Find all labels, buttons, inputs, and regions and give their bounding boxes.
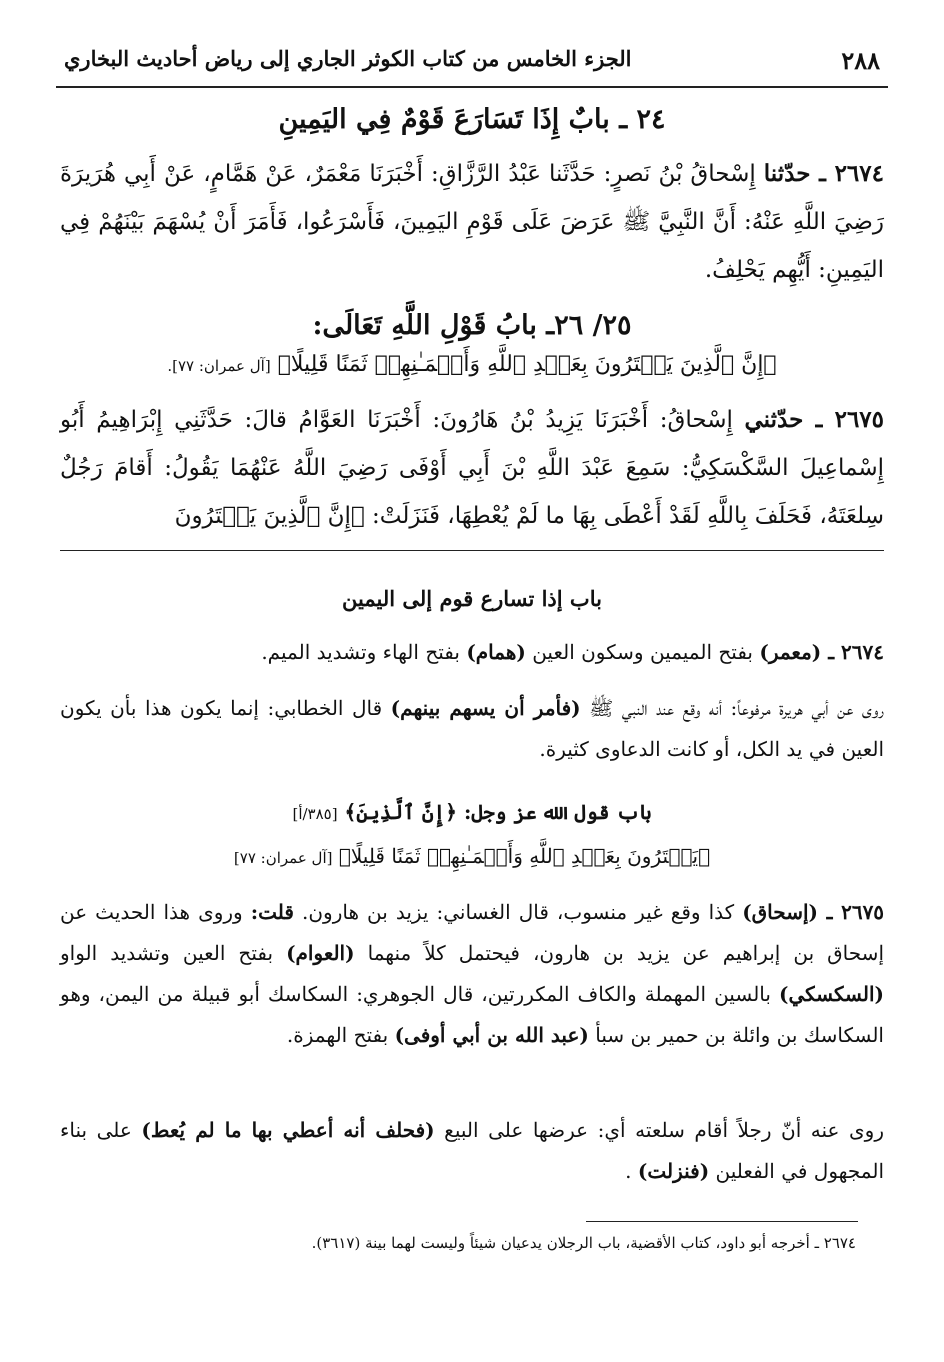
quran-text: ﴿إِنَّ ٱلَّذِينَ﴾ [344, 800, 457, 824]
commentary-text: بفتح الهاء وتشديد الميم. [261, 640, 460, 664]
commentary-text: بفتح العين وتشديد الواو [60, 941, 274, 965]
commentary-title-text: باب قول الله عز وجل: [463, 800, 652, 824]
quran-text: ﴿إِنَّ ٱلَّذِينَ يَشۡتَرُونَ بِعَهۡدِ ٱللَّهِ وَأَيۡمَـٰنِهِمۡ ثَمَنًا قَلِيلًا﴾ [277, 352, 777, 377]
commentary-title-1: باب إذا تسارع قوم إلى اليمين [342, 586, 602, 611]
quran-text: ﴿يَشۡتَرُونَ بِعَهۡدِ ٱللَّهِ وَأَيۡمَـٰنِهِمۡ ثَمَنًا قَلِيلًا﴾ [338, 844, 711, 868]
chapter-title-25-26: ٢٥/ ٢٦ـ بابُ قَوْلِ اللَّهِ تَعَالَى: [312, 310, 632, 341]
commentary-2674-a [60, 632, 884, 673]
commentary-text: كذا وقع غير منسوب، قال الغساني: يزيد بن هارون. [301, 900, 735, 924]
commentary-2675-b [60, 1110, 884, 1192]
commentary-quran-line [60, 844, 884, 868]
commentary-text: وروى هذا الحديث عن إسحاق بن إبراهيم عن يزيد بن هارون، فيحتمل كلاً منهما [60, 900, 884, 965]
commentary-keyword: (السكسكي) [778, 982, 885, 1006]
running-title: الجزء الخامس من كتاب الكوثر الجاري إلى رياض أحاديث البخاري [64, 46, 632, 71]
commentary-keyword: ٢٦٧٤ ـ (معمر) [759, 640, 884, 664]
hadith-body: إِسْحاقُ: أَخْبَرَنَا يَزِيدُ بْنُ هَارُونَ: أَخْبَرَنَا العَوَّامُ قالَ: حَدَّثَنِي إِبْرَاهِيمُ أَبُو إِسْماعِيلَ السَّكْسَكِيُّ: سَمِعَ عَبْدَ اللَّهِ بْنَ أَبِي أَوْفَى رَضِيَ اللَّهُ عَنْهُمَا يَقُولُ: أَقامَ رَجُلٌ سِلعَتَهُ، فَحَلَفَ بِاللَّهِ لَقَدْ أَعْطَى بِهَا ما لَمْ يُعْطِهَا، فَنَزَلَتْ: ﴿إِنَّ ٱلَّذِينَ يَشۡتَرُونَ [60, 407, 884, 529]
manuscript-folio: [٣٨٥/أ] [292, 805, 338, 823]
commentary-keyword: (فنزلت) [637, 1159, 710, 1183]
quran-reference: [آل عمران: ٧٧]. [167, 357, 271, 375]
hadith-2674 [60, 150, 884, 294]
commentary-text: روى عن أبي هريرة مرفوعاً: أنه وقع عند النبي ﷺ [589, 696, 885, 720]
quran-reference: [آل عمران: ٧٧] [233, 849, 333, 867]
commentary-text: قال الخطابي: إنما يكون هذا بأن يكون العين في يد الكل، أو كانت الدعاوى كثيرة. [60, 696, 884, 761]
commentary-text: . [625, 1159, 632, 1183]
quran-verse [60, 352, 884, 377]
commentary-text: روى عنه أنّ رجلاً أقام سلعته أي: عرضها على البيع [444, 1118, 884, 1142]
commentary-keyword: (همام) [466, 640, 526, 664]
commentary-keyword: (فأمر أن يسهم بينهم) [390, 696, 581, 720]
section-divider [60, 550, 884, 551]
commentary-text: بفتح الهمزة. [286, 1023, 389, 1047]
hadith-number: ٢٦٧٤ ـ حدّثنا [763, 160, 884, 187]
commentary-2674-b [60, 688, 884, 770]
chapter-title-24: ٢٤ ـ بابٌ إِذَا تَسَارَعَ قَوْمٌ فِي اليَمِينِ [278, 104, 666, 135]
commentary-keyword: (فحلف أنه أعطي بها ما لم يُعط) [141, 1118, 435, 1142]
commentary-text: بفتح الميمين وسكون العين [532, 640, 753, 664]
commentary-text: بالسين المهملة والكاف المكررتين، قال الجوهري: السكاسك أبو قبيلة من اليمن، وهو السكاسك بن وائلة بن حمير بن سبأ [60, 982, 884, 1047]
footnote: ٢٦٧٤ ـ أخرجه أبو داود، كتاب الأقضية، باب الرجلان يدعيان شيئاً وليست لهما بينة (٣٦١٧). [311, 1234, 856, 1252]
page-number: ٢٨٨ [841, 46, 880, 75]
running-header [56, 38, 888, 88]
commentary-keyword: (عبد الله بن أبي أوفى) [394, 1023, 589, 1047]
commentary-keyword: قلت: [250, 900, 294, 924]
commentary-2675-a [60, 892, 884, 1056]
commentary-keyword: (العوام) [286, 941, 355, 965]
commentary-text: على بناء المجهول في الفعلين [60, 1118, 884, 1183]
commentary-title-2 [60, 800, 884, 824]
hadith-number: ٢٦٧٥ ـ حدّثني [744, 406, 885, 433]
commentary-keyword: ٢٦٧٥ ـ (إسحاق) [742, 900, 885, 924]
hadith-body: إِسْحاقُ بْنُ نَصرٍ: حَدَّثَنا عَبْدُ الرَّزَّاقِ: أَخْبَرَنَا مَعْمَرٌ، عَنْ هَمَّامٍ، عَنْ أَبِي هُرَيرَةَ رَضِيَ اللَّهِ عَنْهُ: أَنَّ النَّبِيَّ ﷺ عَرَضَ عَلَى قَوْمِ اليَمِينَ، فَأَسْرَعُوا، فَأَمَرَ أَنْ يُسْهَمَ بَيْنَهُمْ فِي اليَمِينِ: أَيُّهِم يَحْلِفُ. [60, 161, 884, 283]
hadith-2675 [60, 396, 884, 540]
footnote-separator [586, 1221, 858, 1222]
